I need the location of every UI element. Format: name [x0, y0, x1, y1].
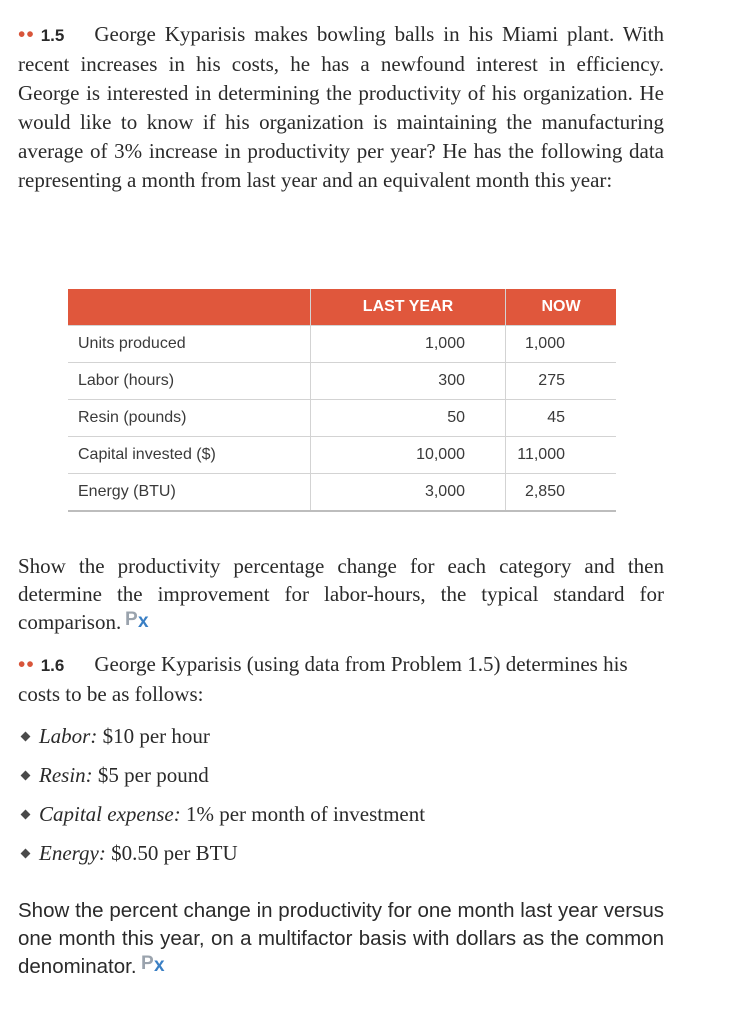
- cost-value: $0.50 per BTU: [111, 841, 238, 865]
- problem-1-5-statement: [18, 20, 664, 195]
- table-cell: 50: [311, 400, 506, 437]
- px-logo-icon[interactable]: [141, 953, 175, 981]
- table-cell: 3,000: [311, 474, 506, 512]
- table-cell: 45: [506, 400, 617, 437]
- diamond-bullet-icon: [21, 849, 31, 859]
- list-item: [18, 839, 425, 878]
- diamond-bullet-icon: [21, 810, 31, 820]
- table-header-row: [68, 289, 616, 326]
- cost-list: [18, 722, 425, 878]
- cost-label: Labor:: [39, 724, 98, 748]
- problem-1-5-instruction: [18, 552, 664, 636]
- cost-label: Energy:: [39, 841, 106, 865]
- problem-number: 1.6: [40, 656, 65, 675]
- list-item: [18, 761, 425, 800]
- table-cell: Resin (pounds): [68, 400, 311, 437]
- table-row: [68, 363, 616, 400]
- table-cell: Capital invested ($): [68, 437, 311, 474]
- cost-value: $5 per pound: [97, 763, 209, 787]
- problem-text: George Kyparisis makes bowling balls in his Miami plant. With recent increases in his costs, he has a newfound interest in efficiency. George is interested in determining the productivity of his organization. He would like to know if his organization is maintaining the manufacturing average of 3% increase in productivity per year? He has the following data representing a month from last year and an equivalent month this year:: [18, 22, 664, 192]
- svg-text:P: P: [140, 953, 154, 973]
- svg-text:x: x: [138, 611, 149, 629]
- table-row: [68, 326, 616, 363]
- table-cell: 2,850: [506, 474, 617, 512]
- table-cell: Labor (hours): [68, 363, 311, 400]
- problem-1-6-statement: [18, 650, 664, 708]
- instruction-text: Show the percent change in productivity for one month last year versus one month this year, on a multifactor basis with dollars as the common denominator.: [18, 899, 664, 978]
- problem-number: 1.5: [40, 26, 65, 45]
- problem-1-6-instruction: [18, 897, 664, 981]
- table-cell: Units produced: [68, 326, 311, 363]
- table-cell: 1,000: [506, 326, 617, 363]
- list-item: [18, 722, 425, 761]
- cost-label: Resin:: [39, 763, 93, 787]
- table-cell: 275: [506, 363, 617, 400]
- diamond-bullet-icon: [21, 732, 31, 742]
- px-logo-icon[interactable]: [125, 608, 159, 636]
- problem-text: George Kyparisis (using data from Problem 1.5) determines his costs to be as follows:: [18, 652, 628, 706]
- table-row: [68, 400, 616, 437]
- table-row: [68, 474, 616, 512]
- instruction-text: Show the productivity percentage change for each category and then determine the improvement for labor-hours, the typical standard for comparison.: [18, 554, 664, 634]
- table-cell: Energy (BTU): [68, 474, 311, 512]
- diamond-bullet-icon: [21, 771, 31, 781]
- table-cell: 1,000: [311, 326, 506, 363]
- table-row: [68, 437, 616, 474]
- table-cell: 10,000: [311, 437, 506, 474]
- cost-value: $10 per hour: [102, 724, 210, 748]
- table-header-cell: LAST YEAR: [311, 289, 506, 326]
- cost-label: Capital expense:: [39, 802, 181, 826]
- productivity-data-table: [68, 289, 616, 512]
- table-cell: 11,000: [506, 437, 617, 474]
- svg-text:P: P: [125, 609, 138, 629]
- list-item: [18, 800, 425, 839]
- difficulty-dots: ••: [18, 22, 35, 46]
- table-header-cell: [68, 289, 311, 326]
- cost-value: 1% per month of investment: [185, 802, 426, 826]
- table-header-cell: NOW: [506, 289, 617, 326]
- svg-text:x: x: [153, 955, 165, 973]
- difficulty-dots: ••: [18, 652, 35, 676]
- table-cell: 300: [311, 363, 506, 400]
